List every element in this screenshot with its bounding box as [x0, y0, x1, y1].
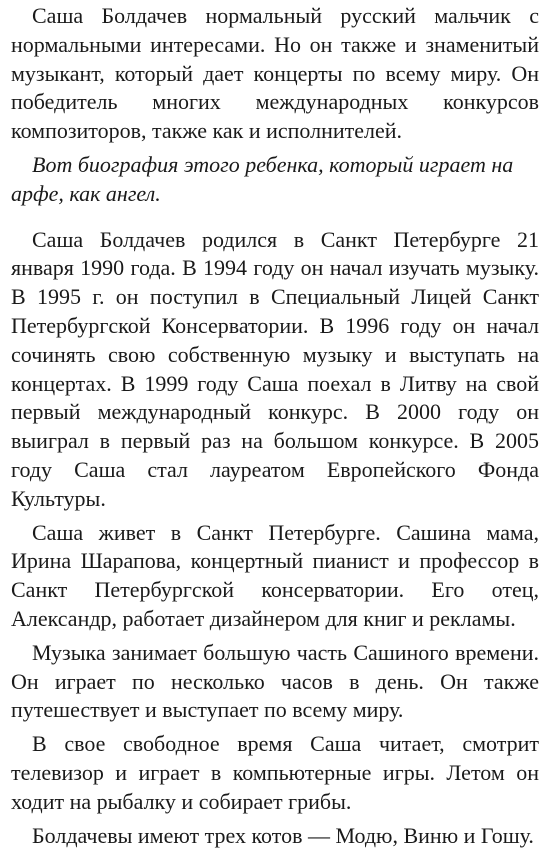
free-time-paragraph: В свое свободное время Саша читает, смотрит телевизор и играет в компьютерные игры. Летом он ходит на рыбалку и собирает грибы.	[11, 731, 539, 814]
biography-paragraph: Саша Болдачев родился в Санкт Петербурге 21 января 1990 года. В 1994 году он начал изучать музыку. В 1995 г. он поступил в Специальный Лицей Санкт Петербургской Консерватории. В 1996 году он начал сочинять свою собственную музыку и выступать на концертах. В 1999 году Саша поехал в Литву на свой первый международный конкурс. В 2000 году он выиграл в первый раз на большом конкурсе. В 2005 году Саша стал лауреатом Европейского Фонда Культуры.	[11, 226, 539, 511]
document-page	[11, 2, 539, 850]
music-paragraph: Музыка занимает большую часть Сашиного времени. Он играет по несколько часов в день. Он также путешествует и выступает по всему миру.	[11, 639, 539, 723]
family-paragraph: Саша живет в Санкт Петербурге. Сашина мама, Ирина Шарапова, концертный пианист и профессор в Санкт Петербургской консерватории. Его отец, Александр, работает дизайнером для книг и рекламы.	[11, 519, 539, 631]
intro-paragraph: Саша Болдачев нормальный русский мальчик с нормальными интересами. Но он также и знаменитый музыкант, который дает концерты по всему миру. Он победитель многих международных конкурсов композиторов, также как и исполнителей.	[11, 3, 539, 144]
italic-subtitle: Вот биография этого ребенка, который играет на арфе, как ангел.	[11, 151, 514, 206]
cats-paragraph: Болдачевы имеют трех котов — Модю, Виню и Гошу.	[32, 822, 534, 848]
